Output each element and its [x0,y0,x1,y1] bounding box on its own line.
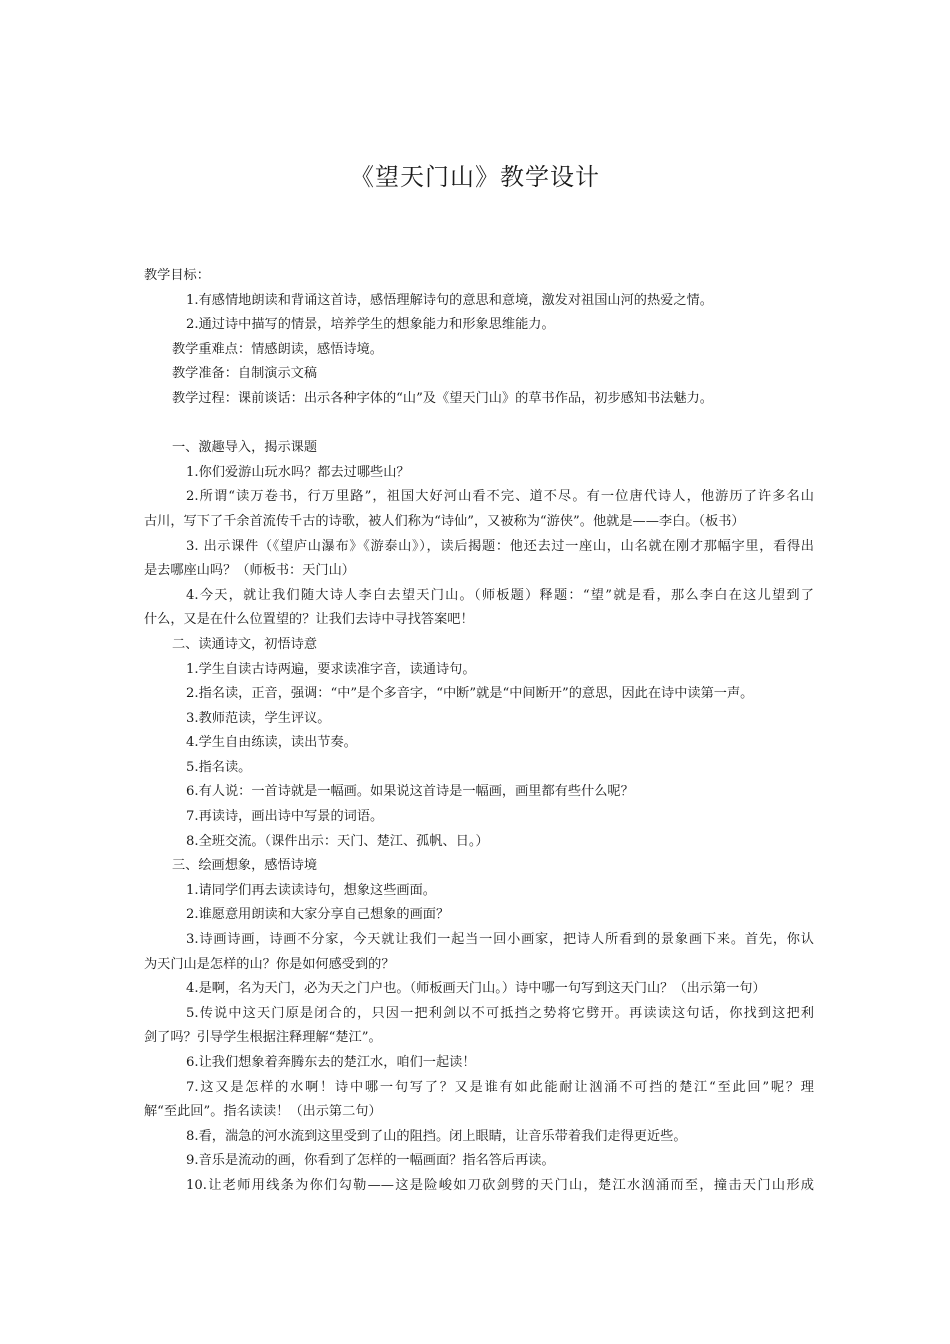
paragraph-gap [144,412,814,437]
section2-item: 6.有人说：一首诗就是一幅画。如果说这首诗是一幅画，画里都有些什么呢？ [186,784,634,800]
section1-item-cont: 什么，又是在什么位置望的？让我们去诗中寻找答案吧！ [144,612,474,628]
section3-item: 2.谁愿意用朗读和大家分享自己想象的画面？ [186,907,450,923]
section2-item: 3.教师范读，学生评议。 [186,710,331,726]
section-heading: 三、绘画想象，感悟诗境 [172,858,318,874]
section3-item-cont: 解“至此回”。指名读读！（出示第二句） [144,1104,382,1120]
section2-item: 4.学生自由练读，读出节奏。 [186,735,357,751]
section1-item: 2.所谓“读万卷书，行万里路”，祖国大好河山看不完、道不尽。有一位唐代诗人，他游历了许多名山 [186,489,814,505]
section3-item: 4.是啊，名为天门，必为天之门户也。（师板画天门山。）诗中哪一句写到这天门山？（出示第一句） [186,981,766,997]
document-title: 《望天门山》教学设计 [350,163,600,191]
section3-item: 1.请同学们再去读读诗句，想象这些画面。 [186,882,436,898]
section2-item: 1.学生自读古诗两遍，要求读准字音，读通诗句。 [186,661,476,677]
section1-item-cont: 古川，写下了千余首流传千古的诗歌，被人们称为“诗仙”，又被称为“游侠”。他就是——李白。（板书） [144,513,745,529]
section3-item: 5.传说中这天门原是闭合的，只因一把利剑以不可抵挡之势将它劈开。再读读这句话，你找到这把利 [186,1005,814,1021]
section3-item: 7.这又是怎样的水啊！诗中哪一句写了？又是谁有如此能耐让汹涌不可挡的楚江“至此回”呢？理 [186,1079,814,1095]
section2-item: 2.指名读，正音，强调：“中”是个多音字，“中断”就是“中间断开”的意思，因此在诗中读第一声。 [186,686,754,702]
section1-item: 1.你们爱游山玩水吗？都去过哪些山？ [186,464,410,480]
objective-item: 2.通过诗中描写的情景，培养学生的想象能力和形象思维能力。 [186,317,555,333]
section2-item: 8.全班交流。（课件出示：天门、楚江、孤帆、日。） [186,833,489,849]
objectives-label: 教学目标： [144,268,210,283]
section-heading: 二、读通诗文，初悟诗意 [172,636,318,652]
section3-item: 3.诗画诗画，诗画不分家，今天就让我们一起当一回小画家，把诗人所看到的景象画下来。首先，你认 [186,932,814,948]
section1-item: 4.今天，就让我们随大诗人李白去望天门山。（师板题）释题：“望”就是看，那么李白在这儿望到了 [186,587,814,603]
section1-item-cont: 是去哪座山吗？（师板书：天门山） [144,563,355,579]
preparation: 教学准备：自制演示文稿 [172,366,318,382]
process-intro: 教学过程：课前谈话：出示各种字体的“山”及《望天门山》的草书作品，初步感知书法魅力。 [172,390,713,406]
section3-item: 10.让老师用线条为你们勾勒——这是险峻如刀砍剑劈的天门山，楚江水汹涌而至，撞击天门山形成 [186,1177,814,1193]
section3-item: 6.让我们想象着奔腾东去的楚江水，咱们一起读！ [186,1055,476,1070]
document-body [144,264,814,1199]
section-heading: 一、激趣导入，揭示课题 [172,440,318,456]
objective-item: 1.有感情地朗读和背诵这首诗，感悟理解诗句的意思和意境，激发对祖国山河的热爱之情。 [186,292,713,308]
section3-item: 9.音乐是流动的画，你看到了怎样的一幅画面？指名答后再读。 [186,1153,555,1169]
key-points: 教学重难点：情感朗读，感悟诗境。 [172,341,383,357]
section3-item-cont: 剑了吗？引导学生根据注释理解“楚江”。 [144,1030,382,1046]
section2-item: 5.指名读。 [186,759,252,775]
section1-item: 3. 出示课件（《望庐山瀑布》《游泰山》），读后揭题：他还去过一座山，山名就在刚才那幅字里，看得出 [186,538,814,554]
section3-item-cont: 为天门山是怎样的山？你是如何感受到的？ [144,956,395,972]
section3-item: 8.看，湍急的河水流到这里受到了山的阻挡。闭上眼睛，让音乐带着我们走得更近些。 [186,1128,687,1144]
section2-item: 7.再读诗，画出诗中写景的词语。 [186,809,384,825]
